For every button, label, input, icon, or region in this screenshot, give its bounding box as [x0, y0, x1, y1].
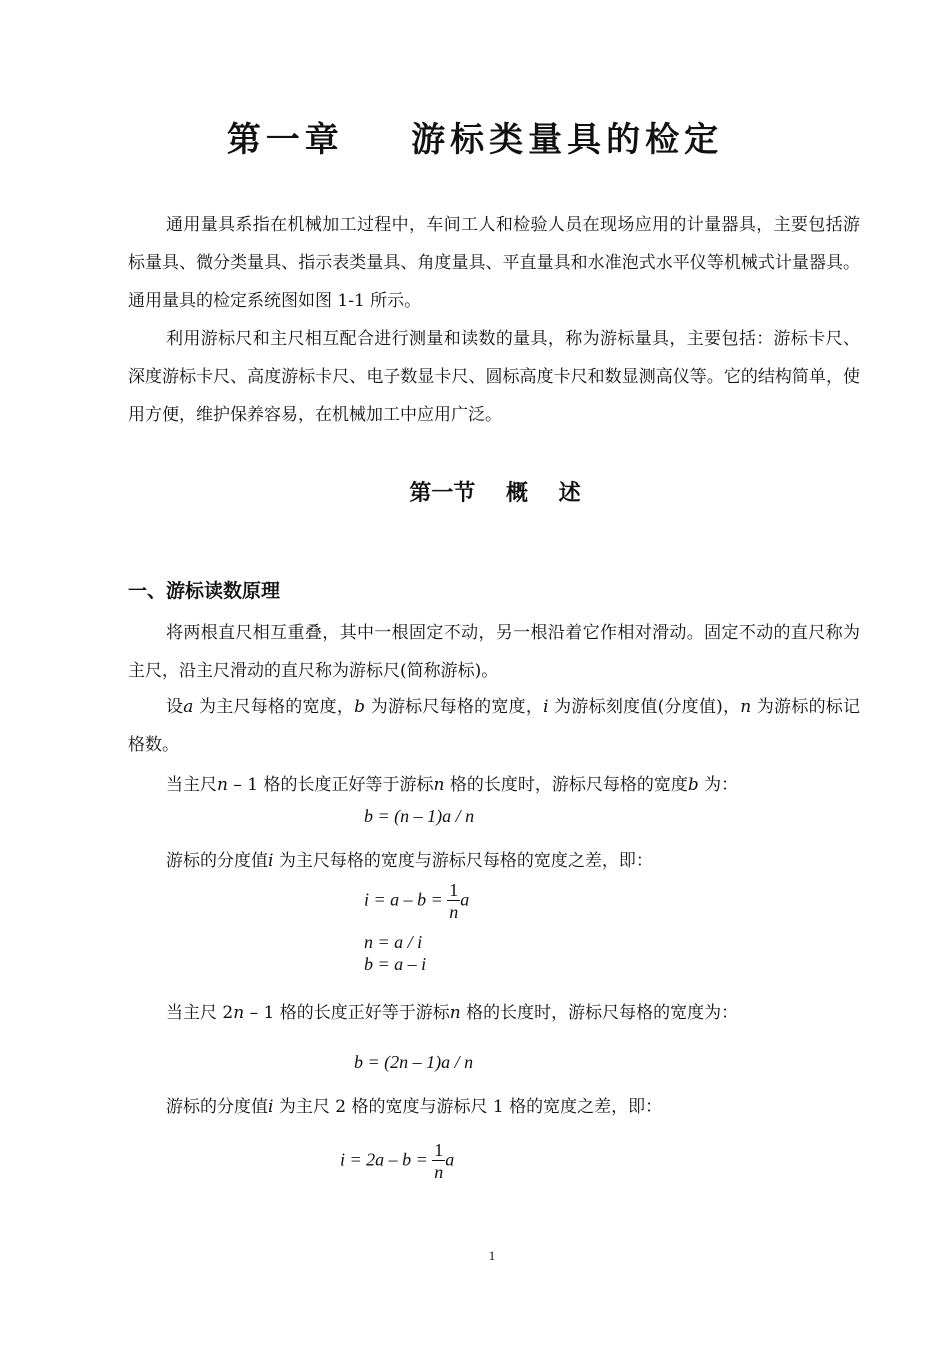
equation-b2: b = a – i [364, 954, 427, 974]
fraction: $\frac{1}{n}$ [449, 880, 459, 922]
var-a: a [183, 697, 194, 717]
equation-b-case2: b = (2n – 1)a / n [354, 1052, 474, 1072]
definition-text: 为游标刻度值(分度值)， [548, 697, 741, 717]
var-n: n [740, 697, 752, 717]
equation-i-case2: i = 2a – b = $\frac{1}{n}$ a [340, 1140, 455, 1182]
section-title: 第一节 概 述 [409, 481, 581, 506]
intro-paragraph-1: 通用量具系指在机械加工过程中，车间工人和检验人员在现场应用的计量器具，主要包括游标量具、微分类量具、指示表类量具、角度量具、平直量具和水准泡式水平仪等机械式计量器具。通用量具的检定系统图如图 1-1 所示。 [128, 215, 860, 311]
page-number: 1 [488, 1248, 496, 1263]
chapter-title: 第一章 游标类量具的检定 [226, 120, 724, 160]
definition-text: 为游标尺每格的宽度， [365, 697, 544, 717]
subheading: 一、游标读数原理 [128, 580, 281, 602]
fraction: $\frac{1}{n}$ [434, 1140, 444, 1182]
definition-text: 设 [166, 697, 184, 717]
var-b: b [354, 697, 366, 717]
var-i: i [543, 697, 549, 717]
equation-n: n = a / i [364, 932, 423, 952]
equation-b-case1: b = (n – 1)a / n [364, 806, 475, 826]
definition-text: 为游标的标记格数。 [128, 697, 861, 755]
definition-text: 为主尺每格的宽度， [193, 697, 355, 717]
principle-paragraph: 将两根直尺相互重叠，其中一根固定不动，另一根沿着它作相对滑动。固定不动的直尺称为主尺，沿主尺滑动的直尺称为游标尺(简称游标)。 [128, 623, 860, 681]
case2-difference: 游标的分度值i 为主尺 2 格的宽度与游标尺 1 格的宽度之差，即： [166, 1097, 663, 1117]
equation-i-case1: i = a – b = $\frac{1}{n}$ a [364, 880, 470, 922]
intro-paragraph-2: 利用游标尺和主尺相互配合进行测量和读数的量具，称为游标量具，主要包括：游标卡尺、深度游标卡尺、高度游标卡尺、电子数显卡尺、圆标高度卡尺和数显测高仪等。它的结构简单，使用方便，维护保养容易，在机械加工中应用广泛。 [128, 329, 860, 425]
definition-paragraph [128, 688, 860, 764]
case1-difference: 游标的分度值i 为主尺每格的宽度与游标尺每格的宽度之差，即： [166, 851, 653, 871]
case2-intro: 当主尺 2n – 1 格的长度正好等于游标n 格的长度时，游标尺每格的宽度为： [166, 1003, 739, 1023]
case1-intro: 当主尺n – 1 格的长度正好等于游标n 格的长度时，游标尺每格的宽度b 为： [166, 775, 739, 795]
